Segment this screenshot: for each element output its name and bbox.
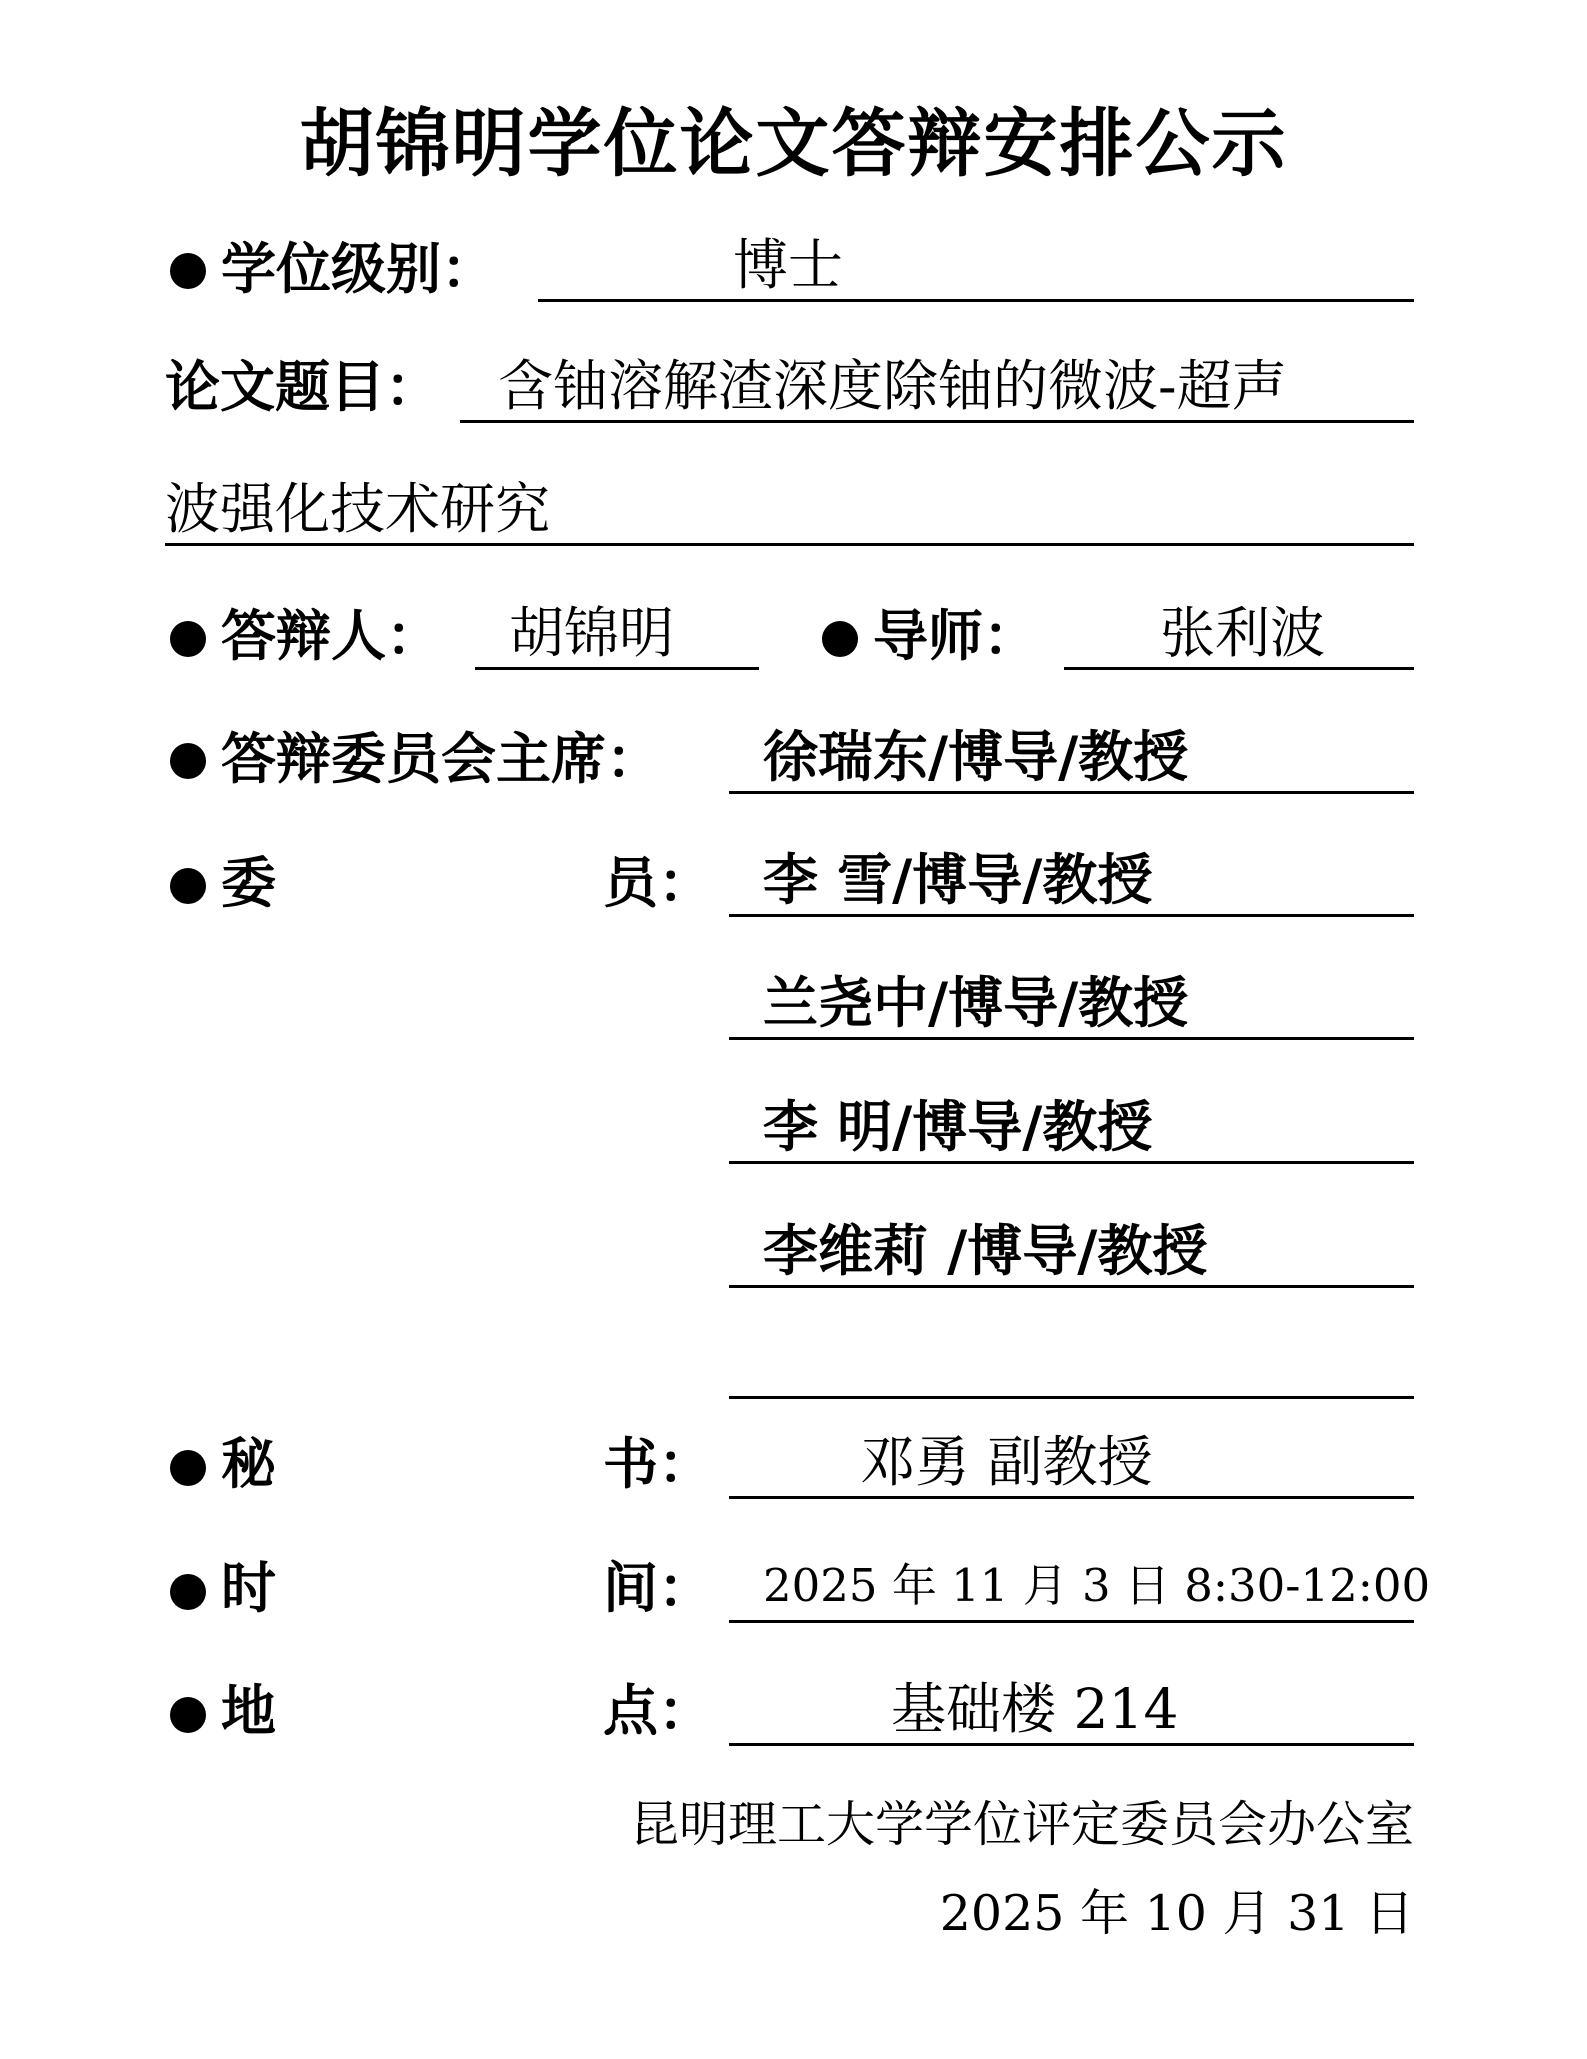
chair-label: 答辩委员会主席：	[221, 727, 662, 791]
bullet-icon	[170, 1574, 206, 1610]
secretary-label-right: 书：	[603, 1432, 714, 1496]
secretary-label-left: 秘	[221, 1432, 277, 1496]
location-label-right: 点：	[603, 1679, 714, 1743]
member-row	[729, 1092, 1414, 1164]
thesis-title-line1: 含铀溶解渣深度除铀的微波-超声	[498, 354, 1287, 418]
member-value: 李 雪/博导/教授	[763, 848, 1153, 912]
defender-field	[475, 598, 759, 670]
time-label-right: 间：	[603, 1556, 714, 1620]
advisor-label: 导师：	[873, 604, 1039, 668]
time-label-left: 时	[221, 1556, 277, 1620]
bullet-icon	[822, 621, 858, 657]
defender-value: 胡锦明	[509, 601, 675, 665]
chair-field	[729, 722, 1414, 794]
secretary-value: 邓勇 副教授	[860, 1430, 1153, 1494]
location-value: 基础楼 214	[891, 1677, 1179, 1741]
degree-label: 学位级别：	[221, 237, 497, 301]
bullet-icon	[170, 253, 206, 289]
degree-field	[538, 230, 1414, 302]
defender-label: 答辩人：	[221, 604, 442, 668]
member-row	[729, 845, 1414, 917]
bullet-icon	[170, 1450, 206, 1486]
bullet-icon	[170, 621, 206, 657]
location-field	[729, 1674, 1414, 1746]
members-label-left: 委	[221, 851, 277, 915]
member-value: 兰尧中/博导/教授	[763, 971, 1189, 1035]
thesis-label: 论文题目：	[165, 355, 441, 419]
thesis-field-line1	[460, 351, 1414, 423]
thesis-field-line2	[165, 474, 1414, 546]
members-label-right: 员：	[603, 851, 714, 915]
member-row	[729, 968, 1414, 1040]
secretary-field	[729, 1427, 1414, 1499]
member-value: 李 明/博导/教授	[763, 1095, 1153, 1159]
time-value: 2025 年 11 月 3 日 8:30-12:00	[763, 1559, 1431, 1612]
advisor-value: 张利波	[1160, 601, 1326, 665]
degree-value: 博士	[733, 233, 844, 297]
advisor-field	[1064, 598, 1414, 670]
thesis-title-line2: 波强化技术研究	[165, 477, 551, 541]
member-row-blank	[729, 1327, 1414, 1399]
chair-value: 徐瑞东/博导/教授	[763, 725, 1189, 789]
bullet-icon	[170, 868, 206, 904]
issuing-office: 昆明理工大学学位评定委员会办公室	[629, 1796, 1414, 1853]
bullet-icon	[170, 1697, 206, 1733]
member-value: 李维莉 /博导/教授	[763, 1219, 1208, 1283]
location-label-left: 地	[221, 1679, 277, 1743]
page-title: 胡锦明学位论文答辩安排公示	[299, 101, 1288, 187]
bullet-icon	[170, 743, 206, 779]
time-field	[729, 1551, 1431, 1623]
issue-date: 2025 年 10 月 31 日	[939, 1885, 1414, 1942]
member-row	[729, 1216, 1414, 1288]
